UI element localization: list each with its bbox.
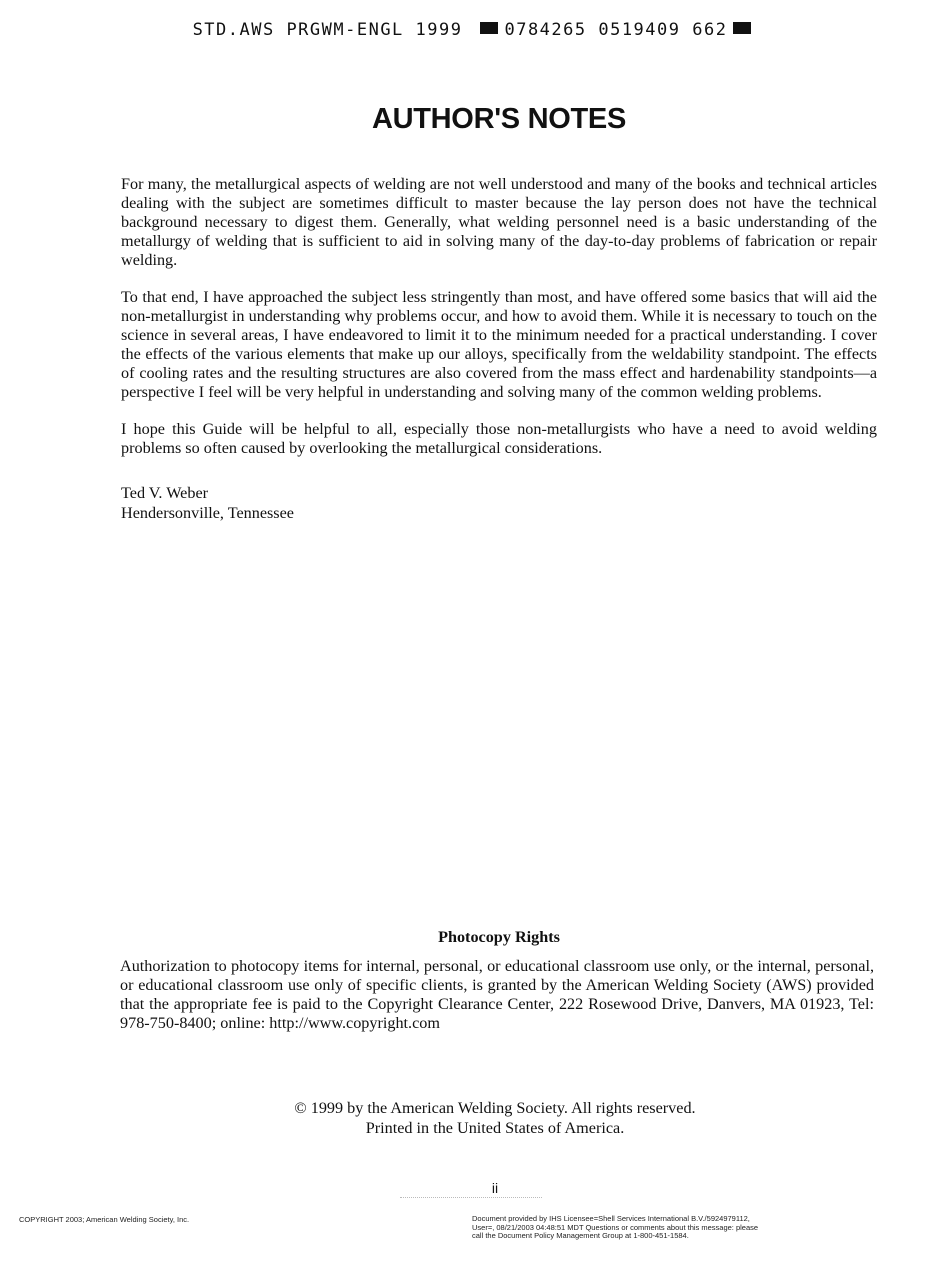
page-title: AUTHOR'S NOTES	[371, 103, 627, 135]
footer-info-line-3: call the Document Policy Management Group at 1-800-451-1584.	[472, 1231, 689, 1240]
paragraph-1: For many, the metallurgical aspects of welding are not well understood and many of the books and technical articles dealing with the subject are sometimes difficult to master because the lay person does not have the technical background necessary to digest them. Generally, what welding personnel need is a basic understanding of the metallurgy of welding that is sufficient to aid in solving many of the day-to-day problems of fabrication or repair welding.	[121, 175, 877, 269]
copyright-line-2: Printed in the United States of America.	[365, 1119, 625, 1137]
page-number: ii	[491, 1180, 499, 1196]
photocopy-rights-heading: Photocopy Rights	[438, 928, 560, 946]
author-name: Ted V. Weber	[121, 484, 209, 502]
black-bar-mark	[480, 22, 498, 34]
document-code-header	[0, 20, 950, 40]
author-signature	[121, 484, 877, 523]
document-code-left: STD.AWS PRGWM-ENGL 1999	[192, 20, 463, 40]
dotted-divider	[400, 1197, 542, 1198]
copyright-notice	[0, 1098, 950, 1138]
black-bar-mark-end	[733, 22, 751, 34]
author-location: Hendersonville, Tennessee	[121, 503, 294, 522]
footer-info-line-1: Document provided by IHS Licensee=Shell Services International B.V./5924979112,	[472, 1214, 750, 1223]
document-code-right: 0784265 0519409 662	[504, 20, 728, 40]
footer-info-line-2: User=, 08/21/2003 04:48:51 MDT Questions or comments about this message: please	[472, 1222, 759, 1232]
photocopy-rights-text: Authorization to photocopy items for internal, personal, or educational classroom use only, or the internal, personal, or educational classroom use only of specific clients, is granted by the American Welding Society (AWS) provided that the appropriate fee is paid to the Copyright Clearance Center, 222 Rosewood Drive, Danvers, MA 01923, Tel: 978-750-8400; online: http://www.copyright.com	[120, 957, 874, 1032]
footer-document-info	[472, 1215, 792, 1241]
copyright-line-1: © 1999 by the American Welding Society. All rights reserved.	[294, 1099, 696, 1117]
author-notes-body	[121, 175, 877, 523]
paragraph-3: I hope this Guide will be helpful to all, especially those non-metallurgists who have a need to avoid welding problems so often caused by overlooking the metallurgical considerations.	[121, 420, 877, 457]
footer-copyright: COPYRIGHT 2003; American Welding Society, Inc.	[19, 1215, 190, 1224]
paragraph-2: To that end, I have approached the subject less stringently than most, and have offered some basics that will aid the non-metallurgist in understanding why problems occur, and how to avoid them. While it is necessary to touch on the science in several areas, I have endeavored to limit it to the minimum needed for a practical understanding. I cover the effects of the various elements that make up our alloys, specifically from the weldability standpoint. The effects of cooling rates and the resulting structures are also covered from the mass effect and hardenability standpoints—a perspective I feel will be very helpful in understanding and solving many of the common welding problems.	[121, 288, 877, 401]
